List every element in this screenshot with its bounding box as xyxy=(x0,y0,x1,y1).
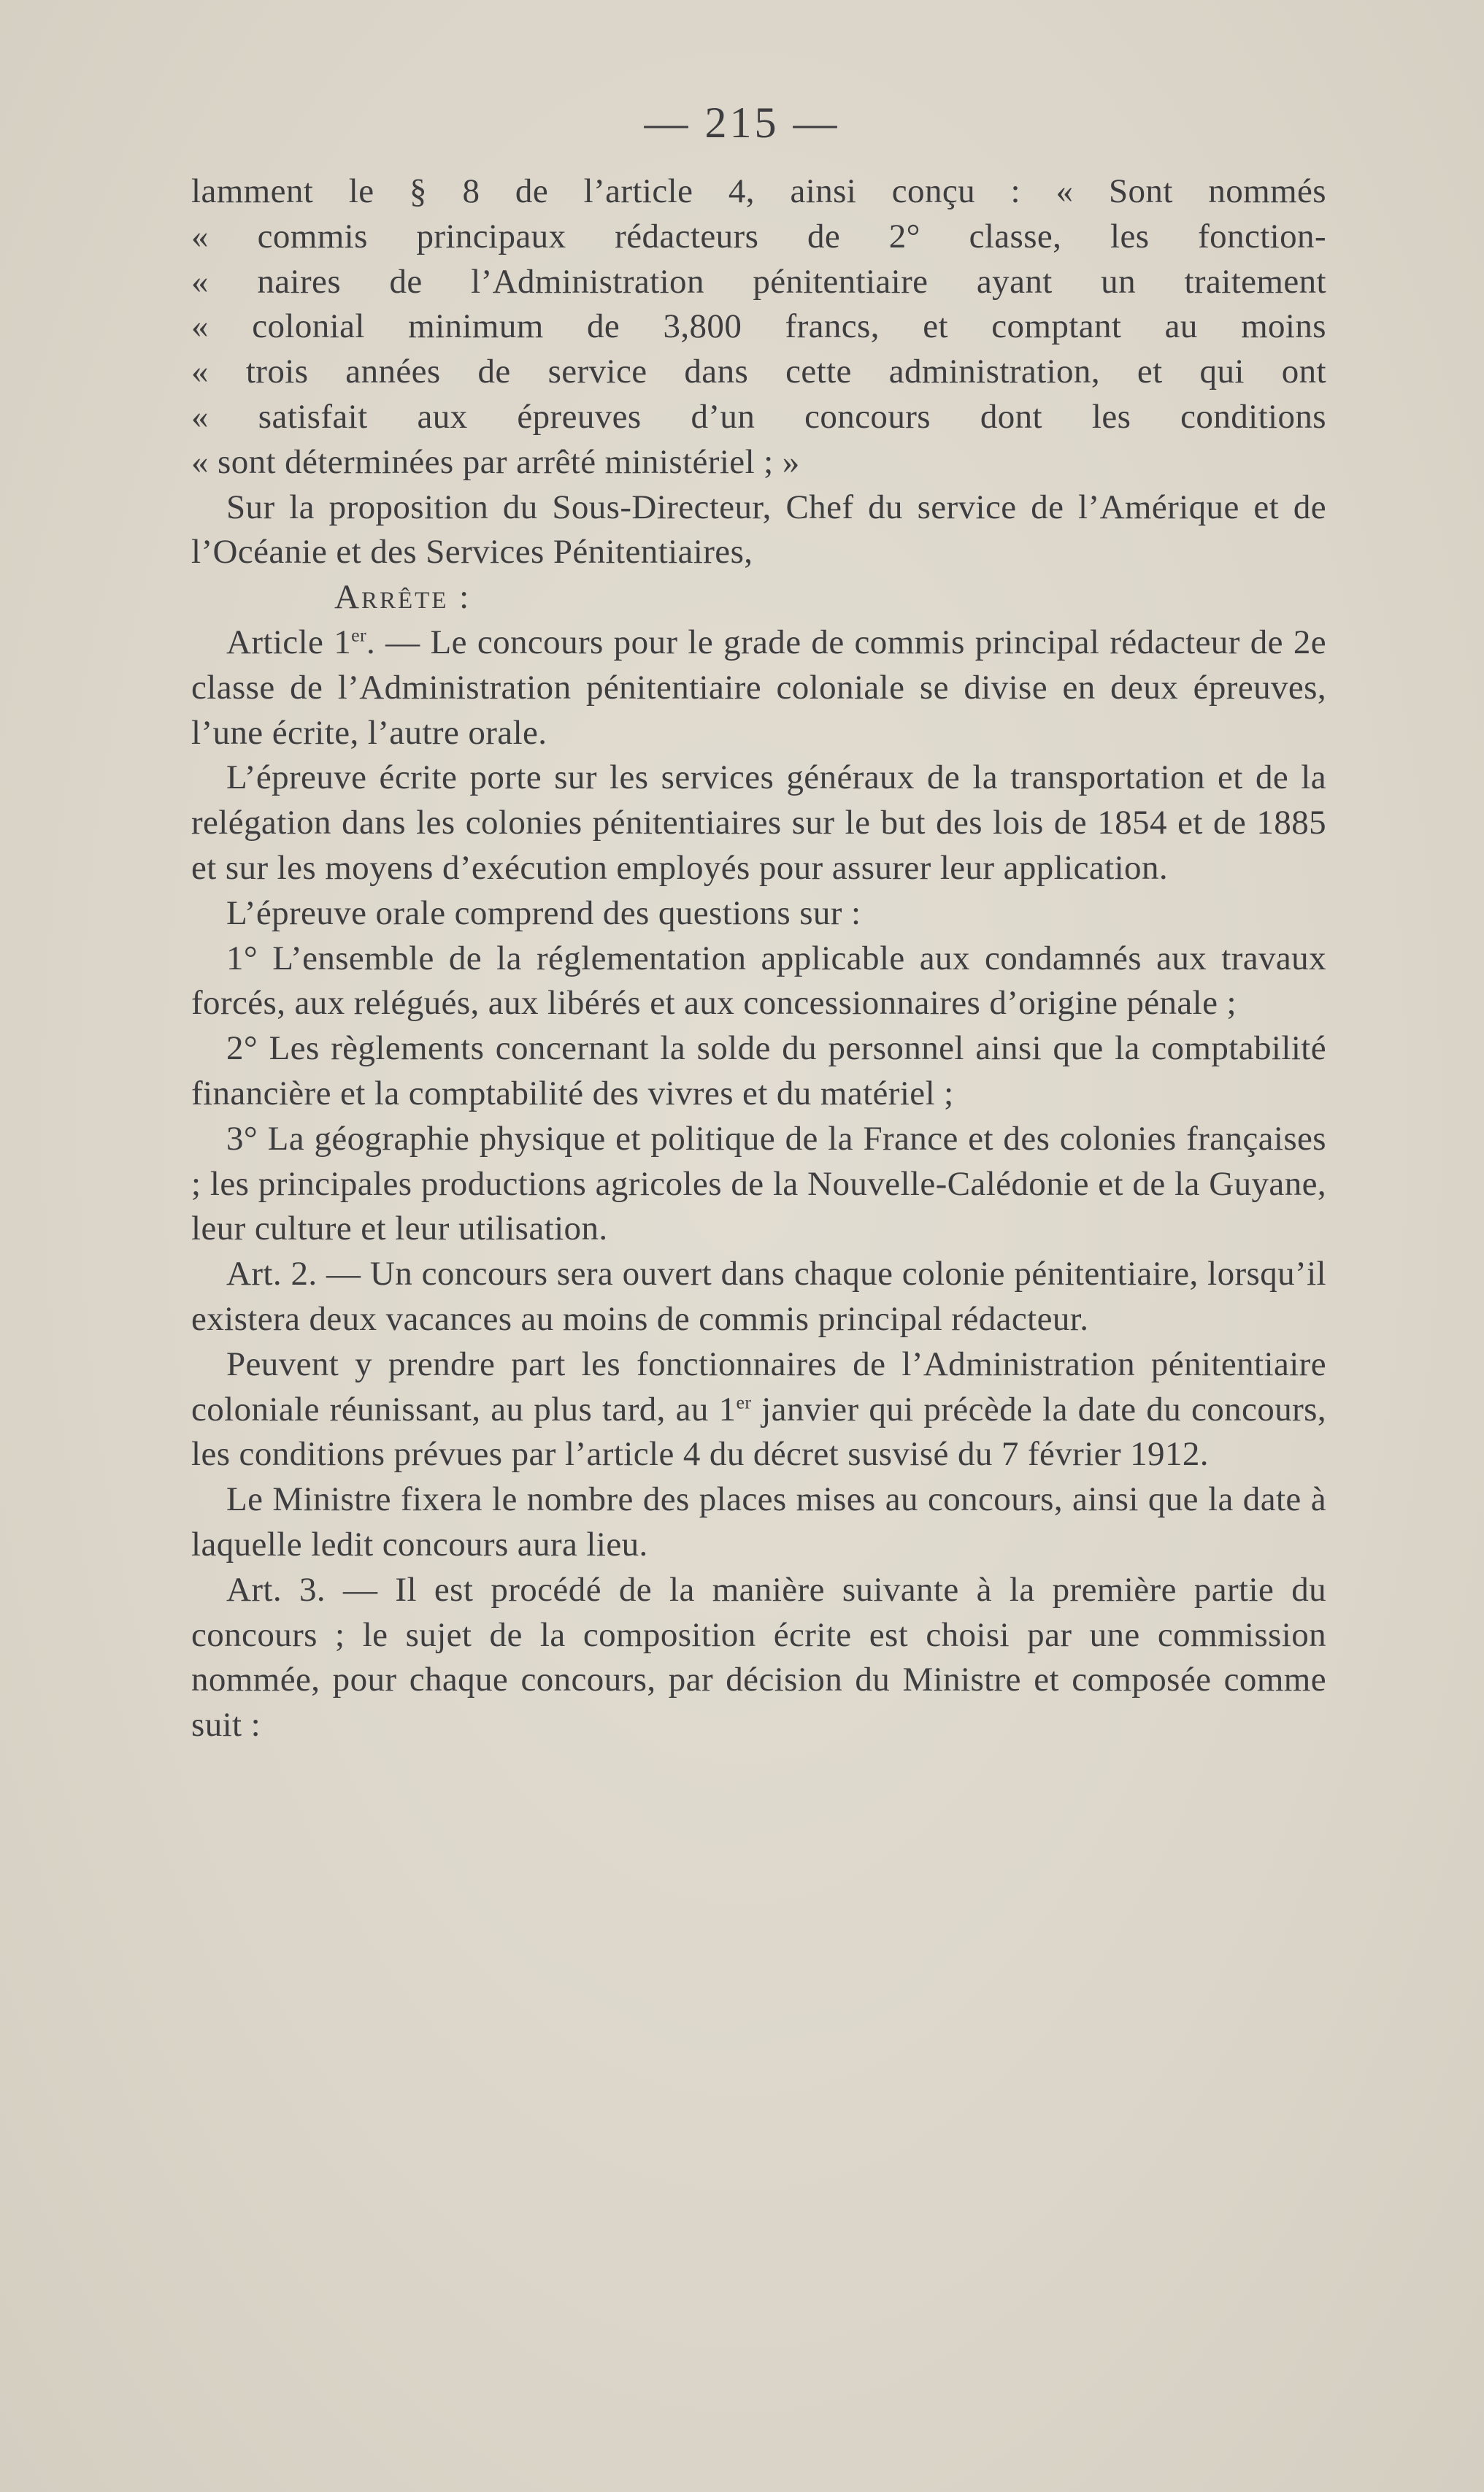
eligibility-paragraph xyxy=(191,1342,1326,1477)
eligibility-text-a: Peuvent y prendre part les fonctionnaires de l’Administration pénitentiaire coloniale réunissant, au plus tard, au 1 xyxy=(191,1345,1326,1428)
proposition-paragraph: Sur la proposition du Sous-Directeur, Chef du service de l’Amérique et de l’Océanie et des Services Pénitentiaires, xyxy=(191,488,1326,572)
oral-item-1-number: 1° xyxy=(226,939,258,977)
quote-line: « naires de l’Administration pénitentiaire ayant un traitement xyxy=(191,262,1326,301)
eligibility-text-b: janvier qui précède la date du concours, les conditions prévues par l’article 4 du décret susvisé du 7 février 1912. xyxy=(191,1390,1326,1474)
page-number: — 215 — xyxy=(644,99,840,147)
oral-exam-paragraph: L’épreuve orale comprend des questions sur : xyxy=(226,893,861,932)
minister-paragraph: Le Ministre fixera le nombre des places mises au concours, ainsi que la date à laquelle ledit concours aura lieu. xyxy=(191,1480,1326,1564)
quote-line: « trois années de service dans cette administration, et qui ont xyxy=(191,353,1326,391)
oral-item-1 xyxy=(191,937,1326,1027)
article-3-paragraph: Art. 3. — Il est procédé de la manière suivante à la première partie du concours ; le sujet de la composition écrite est choisi par une commission nommée, pour chaque concours, par décision du Ministre et composée comme suit : xyxy=(191,1570,1326,1745)
oral-item-2-text: Les règlements concernant la solde du personnel ainsi que la comptabilité financière et la comptabilité des vivres et du matériel ; xyxy=(191,1029,1326,1112)
quote-line: « colonial minimum de 3,800 francs, et comptant au moins xyxy=(191,307,1326,346)
oral-item-2-number: 2° xyxy=(226,1029,258,1068)
oral-item-2 xyxy=(191,1026,1326,1117)
written-exam-paragraph: L’épreuve écrite porte sur les services généraux de la transportation et de la relégation dans les colonies pénitentiaires sur le but des lois de 1854 et de 1885 et sur les moyens d’exécution employés pour assurer leur application. xyxy=(191,758,1326,887)
document-body xyxy=(191,169,1326,1748)
eligibility-superscript: er xyxy=(736,1391,752,1412)
quoted-article-paragraph xyxy=(191,169,1326,485)
oral-item-3-text: La géographie physique et politique de la France et des colonies françaises ; les principales productions agricoles de la Nouvelle-Calédonie et de la Guyane, leur culture et leur utilisation. xyxy=(191,1119,1326,1248)
oral-item-3 xyxy=(191,1117,1326,1252)
quote-line: lamment le § 8 de l’article 4, ainsi conçu : « Sont nommés xyxy=(191,172,1326,210)
quote-line: « commis principaux rédacteurs de 2° classe, les fonction- xyxy=(191,217,1326,255)
quote-line: « sont déterminées par arrêté ministériel ; » xyxy=(191,442,800,481)
article-1-label: Article 1 xyxy=(226,623,352,661)
oral-item-3-number: 3° xyxy=(226,1119,258,1158)
arrete-heading: Arrête : xyxy=(334,578,472,617)
article-1-superscript: er xyxy=(351,624,367,646)
article-1-paragraph xyxy=(191,620,1326,755)
article-1-text: . — Le concours pour le grade de commis principal rédacteur de 2e classe de l’Administration pénitentiaire coloniale se divise en deux épreuves, l’une écrite, l’autre orale. xyxy=(191,623,1326,752)
article-2-paragraph: Art. 2. — Un concours sera ouvert dans chaque colonie pénitentiaire, lorsqu’il existera deux vacances au moins de commis principal rédacteur. xyxy=(191,1255,1326,1338)
quote-line: « satisfait aux épreuves d’un concours dont les conditions xyxy=(191,397,1326,436)
oral-item-1-text: L’ensemble de la réglementation applicable aux condamnés aux travaux forcés, aux relégués, aux libérés et aux concessionnaires d’origine pénale ; xyxy=(191,939,1326,1023)
